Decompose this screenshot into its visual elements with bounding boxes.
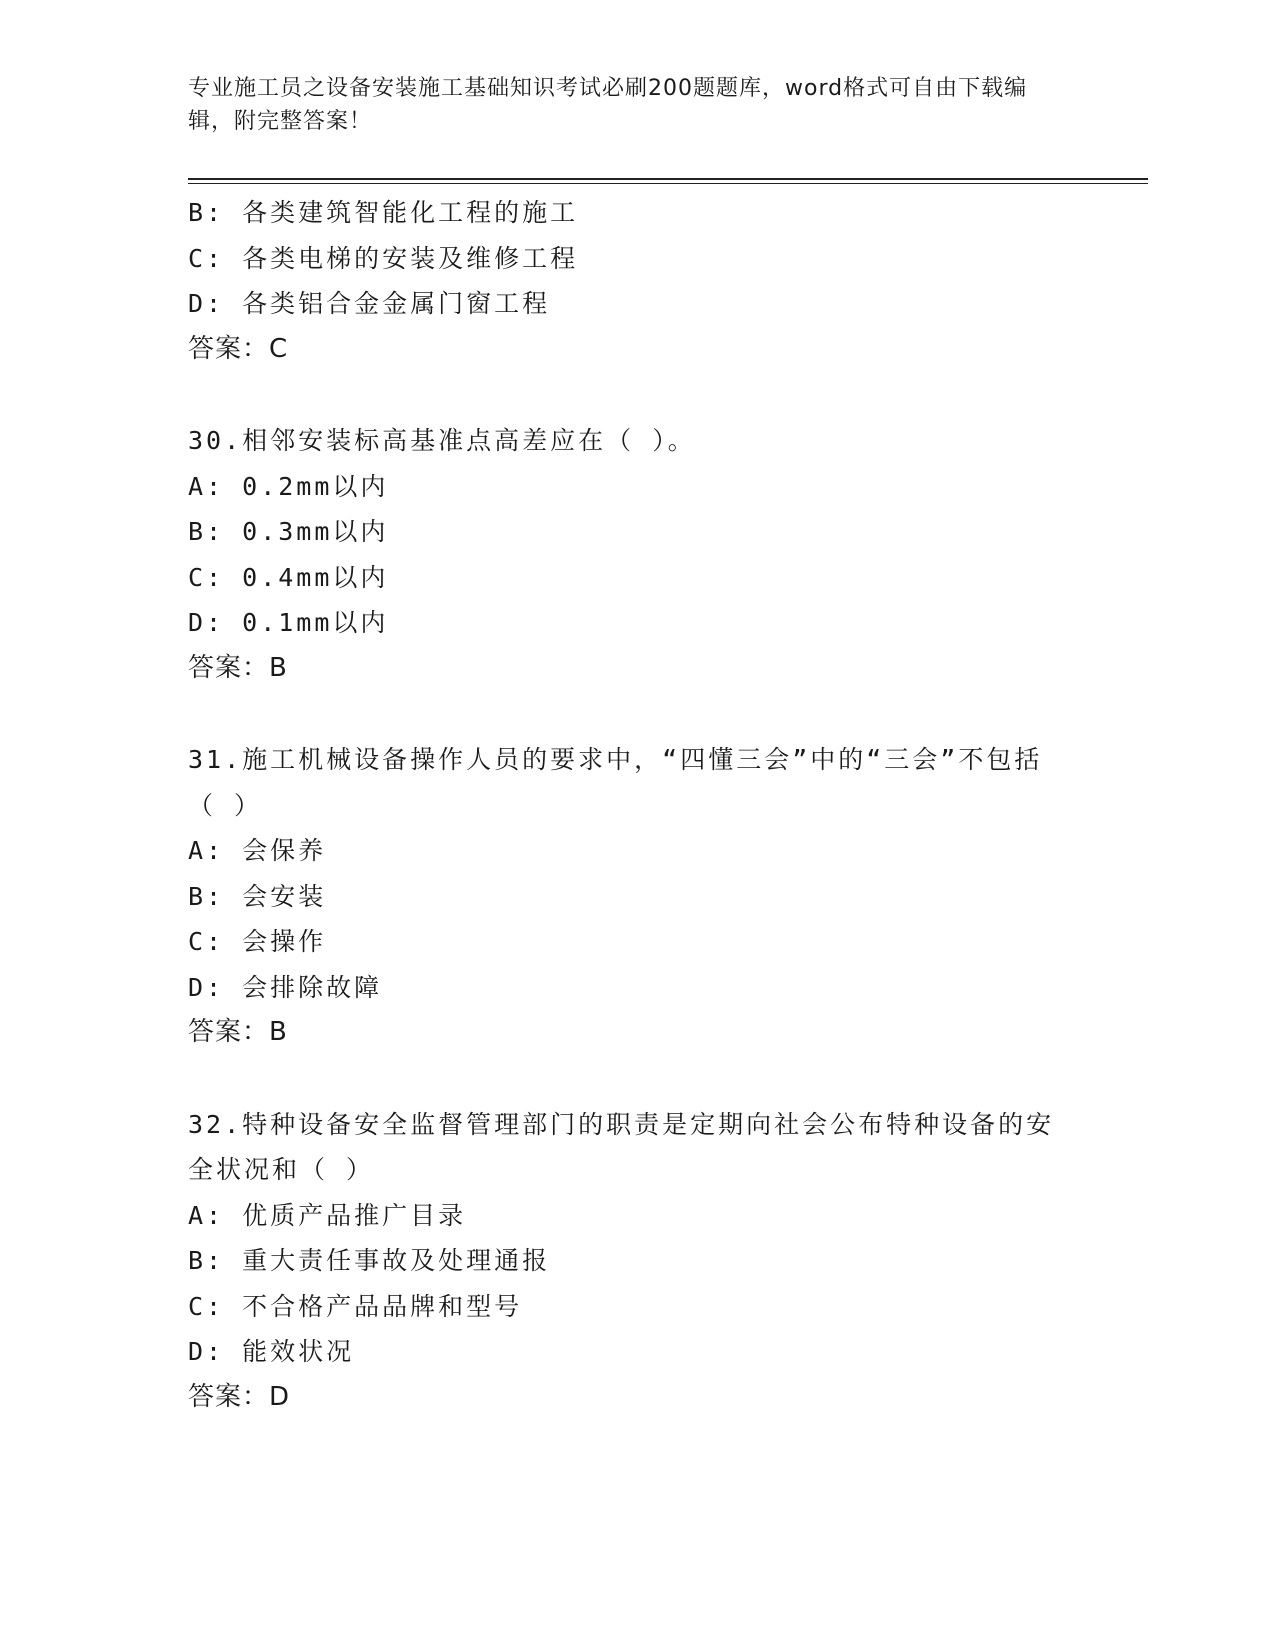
option-c: C: 各类电梯的安装及维修工程	[188, 243, 579, 273]
question-block	[188, 190, 1148, 372]
question-list	[188, 190, 1148, 1420]
header-divider-thin	[188, 183, 1148, 184]
block-spacer	[188, 372, 1148, 418]
question-block	[188, 1102, 1148, 1421]
question-text: 31.施工机械设备操作人员的要求中，“四懂三会”中的“三会”不包括（ ）	[188, 745, 1043, 820]
option-a: A: 优质产品推广目录	[188, 1200, 467, 1230]
option-a: A: 会保养	[188, 836, 327, 865]
option-b: B: 重大责任事故及处理通报	[188, 1246, 551, 1275]
option-d: D: 会排除故障	[188, 972, 383, 1002]
header-divider	[188, 178, 1148, 180]
option-d: D: 各类铝合金金属门窗工程	[188, 289, 551, 318]
option-b: B: 会安装	[188, 881, 327, 911]
document-header: 专业施工员之设备安装施工基础知识考试必刷200题题库，word格式可自由下载编辑，附完整答案！	[188, 76, 1028, 134]
question-block	[188, 737, 1148, 1056]
option-c: C: 会操作	[188, 927, 327, 956]
option-d: D: 0.1mm以内	[188, 608, 389, 637]
option-c: C: 0.4mm以内	[188, 562, 389, 592]
answer-line: 答案：B	[188, 652, 288, 683]
option-b: B: 各类建筑智能化工程的施工	[188, 198, 579, 227]
question-block	[188, 418, 1148, 691]
answer-line: 答案：D	[188, 1381, 291, 1412]
question-text: 32.特种设备安全监督管理部门的职责是定期向社会公布特种设备的安全状况和（ ）	[188, 1109, 1055, 1184]
option-d: D: 能效状况	[188, 1337, 355, 1366]
block-spacer	[188, 691, 1148, 737]
option-c: C: 不合格产品品牌和型号	[188, 1291, 523, 1321]
option-a: A: 0.2mm以内	[188, 471, 389, 501]
answer-line: 答案：B	[188, 1017, 288, 1047]
option-b: B: 0.3mm以内	[188, 517, 389, 546]
question-text: 30.相邻安装标高基准点高差应在（ ）。	[188, 426, 696, 455]
block-spacer	[188, 1056, 1148, 1102]
answer-line: 答案：C	[188, 333, 289, 364]
